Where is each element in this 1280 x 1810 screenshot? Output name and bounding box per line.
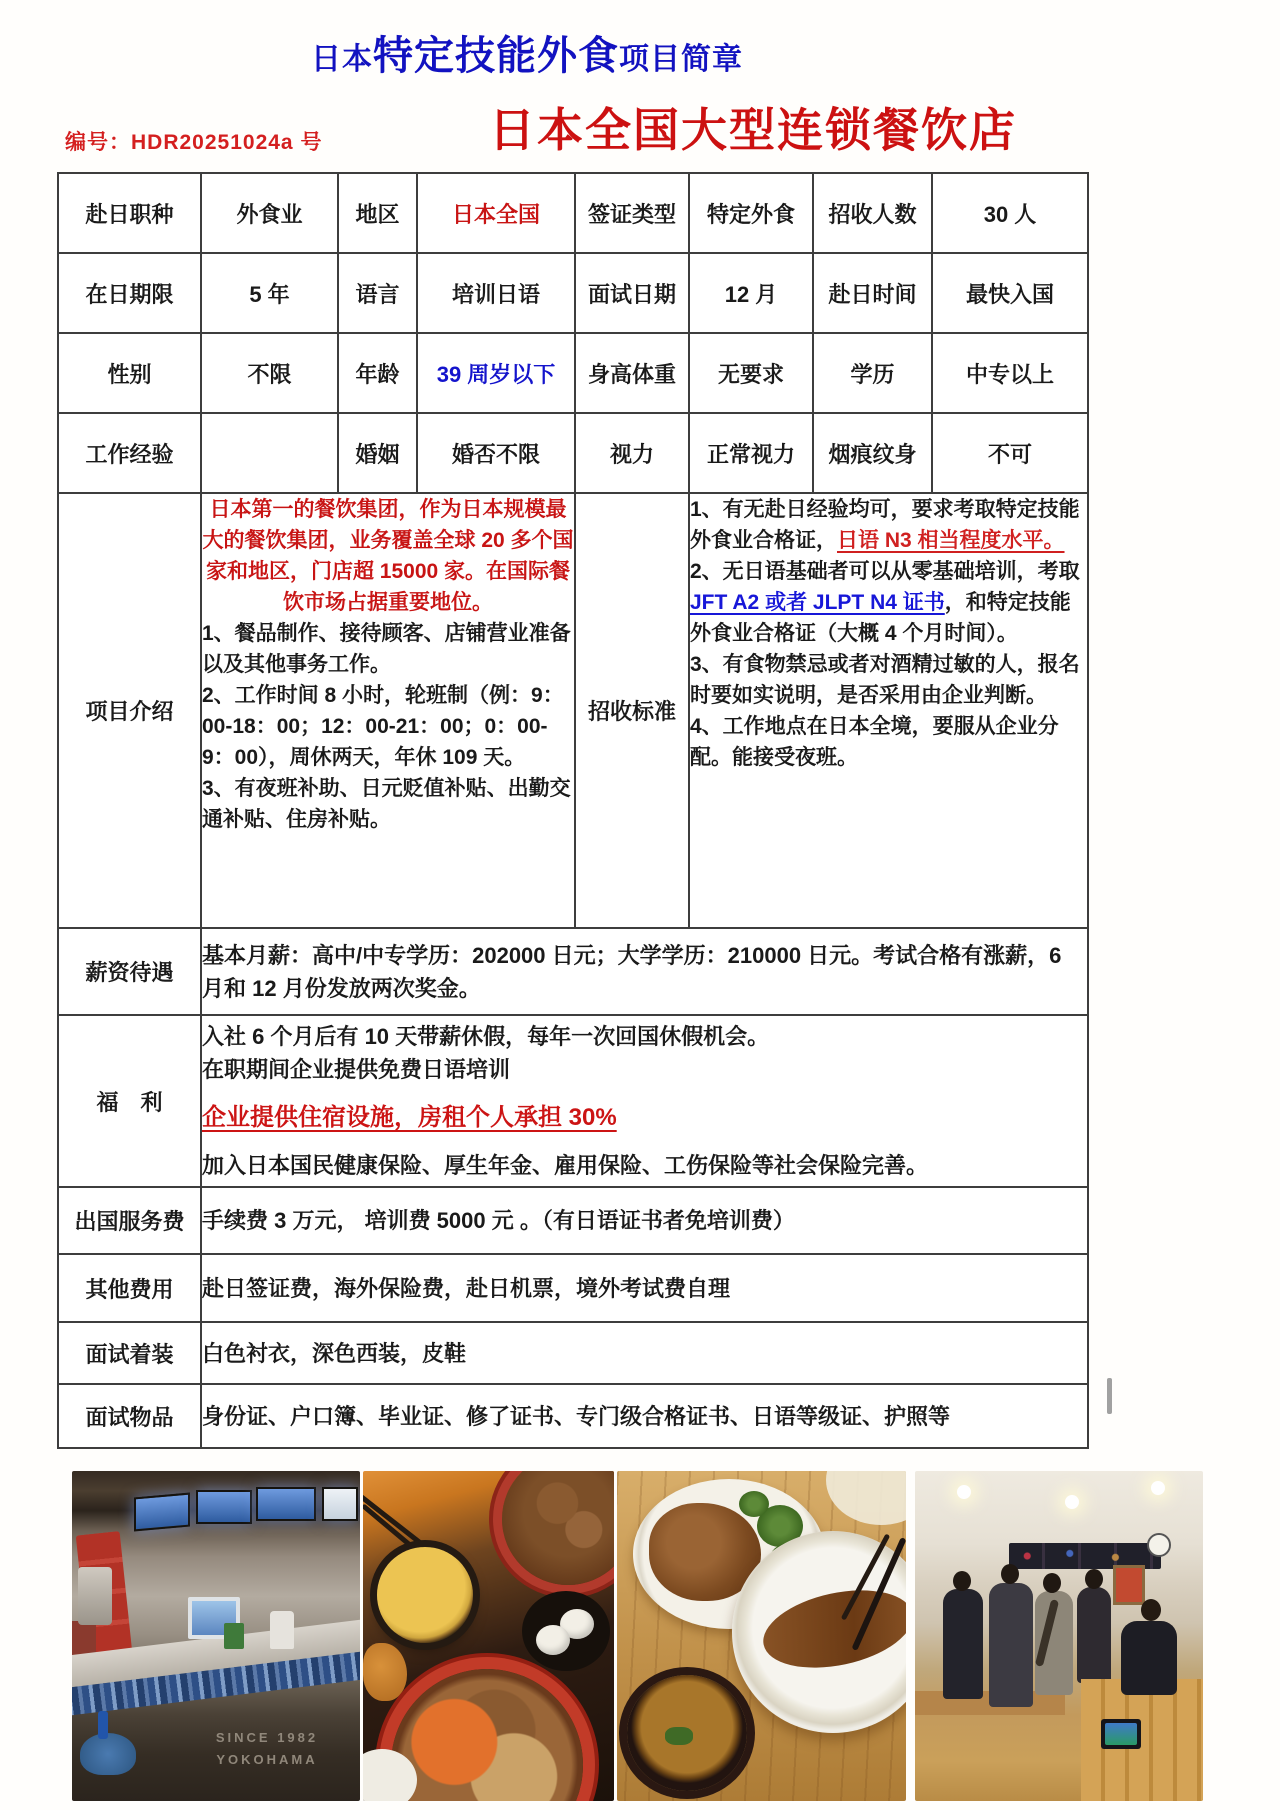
cell-label-gender: 性别 [58,333,201,413]
intro-red-paragraph: 日本第一的餐饮集团，作为日本规模最大的餐饮集团，业务覆盖全球 20 多个国家和地区，门店超 15000 家。在国际餐饮市场占据重要地位。 [202,498,574,614]
table-row-dress-code [58,1322,1088,1384]
cell-value-age: 39 周岁以下 [417,333,575,413]
standards-item-2 [690,556,1087,649]
standards-item-4: 4、工作地点在日本全境，要服从企业分配。能接受夜班。 [690,715,1059,769]
table-row-1 [58,173,1088,253]
standards-item-3: 3、有食物禁忌或者对酒精过敏的人，报名时要如实说明，是否采用由企业判断。 [690,653,1080,707]
ceiling-light-shape [957,1485,971,1499]
cell-value-work-experience [201,413,338,493]
cell-label-education: 学历 [813,333,932,413]
welfare-housing-highlight: 企业提供住宿设施，房租个人承担 30% [202,1104,617,1131]
cell-label-tattoo: 烟痕纹身 [813,413,932,493]
standards-item-1-text: 1、有无赴日经验均可，要求考取特定技能外食业合格证， [690,498,1080,552]
cell-label-headcount: 招收人数 [813,173,932,253]
cell-dress-code-content: 白色衬衣，深色西装，皮鞋 [201,1322,1088,1384]
cell-label-project-intro: 项目介绍 [58,493,201,928]
cell-value-marriage: 婚否不限 [417,413,575,493]
ceiling-light-shape [1151,1481,1165,1495]
cell-value-height-weight: 无要求 [689,333,813,413]
cell-value-departure-time: 最快入国 [932,253,1088,333]
table-row-3 [58,333,1088,413]
customer-head-shape [1001,1564,1019,1584]
table-row-intro-standards [58,493,1088,928]
cell-interview-items-content: 身份证、户口簿、毕业证、修了证书、专门级合格证书、日语等级证、护照等 [201,1384,1088,1448]
intro-item-2: 2、工作时间 8 小时，轮班制（例：9：00-18：00；12：00-21：00；0：00-9：00），周休两天，年休 109 天。 [202,684,564,769]
page-title [57,30,997,86]
menu-screen-shape [322,1487,358,1521]
cell-label-visa-type: 签证类型 [575,173,689,253]
customer-head-shape [1085,1569,1103,1589]
cell-label-dress-code: 面试着装 [58,1322,201,1384]
table-row-salary [58,928,1088,1015]
green-box-shape [224,1623,244,1649]
photo-strip [72,1471,1280,1801]
welfare-line-1: 入社 6 个月后有 10 天带薪休假，每年一次回国休假机会。 [202,1024,770,1049]
cell-label-departure-time: 赴日时间 [813,253,932,333]
standards-item-2-text: 2、无日语基础者可以从零基础培训，考取 [690,560,1080,583]
customer-silhouette [989,1583,1033,1707]
photo-restaurant-counter [72,1471,360,1801]
customer-head-shape [1141,1599,1161,1621]
cell-other-fee-content: 赴日签证费，海外保险费，赴日机票，境外考试费自理 [201,1254,1088,1322]
company-headline: 日本全国大型连锁餐饮店 [489,104,1017,156]
cell-label-region: 地区 [338,173,417,253]
standards-item-1-highlight: 日语 N3 相当程度水平。 [837,529,1065,552]
welfare-line-3: 加入日本国民健康保险、厚生年金、雇用保险、工伤保险等社会保险完善。 [202,1153,929,1178]
cell-salary-content: 基本月薪：高中/中专学历：202000 日元；大学学历：210000 日元。考试合格有涨薪，6 月和 12 月份发放两次奖金。 [201,928,1088,1015]
cell-label-vision: 视力 [575,413,689,493]
cell-label-job-type: 赴日职种 [58,173,201,253]
beef-bowl-shape [502,1471,614,1585]
subheader-row [57,102,1087,160]
cell-value-gender: 不限 [201,333,338,413]
cell-label-salary: 薪资待遇 [58,928,201,1015]
cell-value-tattoo: 不可 [932,413,1088,493]
table-row-4 [58,413,1088,493]
cell-label-work-experience: 工作经验 [58,413,201,493]
wood-partition-shape [1081,1679,1203,1801]
customer-silhouette [943,1589,983,1699]
miso-soup-bowl-shape [377,1547,473,1643]
page-title-emphasis: 特定技能外食 [373,34,619,78]
cell-label-height-weight: 身高体重 [575,333,689,413]
intro-item-1: 1、餐品制作、接待顾客、店铺营业准备以及其他事务工作。 [202,622,571,676]
cell-label-service-fee: 出国服务费 [58,1187,201,1254]
customer-silhouette [1077,1587,1111,1683]
photo-restaurant-interior [915,1471,1203,1801]
menu-screen-shape [256,1487,316,1521]
cell-recruit-standards-content [689,493,1088,928]
menu-screen-shape [134,1493,190,1532]
watermark-line-2: YOKOHAMA [216,1751,318,1767]
watermark-line-1: SINCE 1982 [215,1729,319,1745]
customer-head-shape [1043,1573,1061,1593]
water-jug-shape [270,1611,294,1649]
soup-greens-shape [665,1727,693,1745]
table-row-other-fee [58,1254,1088,1322]
cell-value-headcount: 30 人 [932,173,1088,253]
cell-value-education: 中专以上 [932,333,1088,413]
cell-value-job-type: 外食业 [201,173,338,253]
cell-value-duration: 5 年 [201,253,338,333]
page-edge-artifact [1107,1378,1112,1414]
fried-food-shape [363,1643,407,1701]
cell-value-interview-date: 12 月 [689,253,813,333]
intro-item-3: 3、有夜班补助、日元贬值补贴、出勤交通补贴、住房补贴。 [202,777,571,831]
standards-item-2-cont: ，和特定技能外食业合格证（大概 4 个月时间）。 [690,591,1071,645]
cell-label-age: 年龄 [338,333,417,413]
cell-label-language: 语言 [338,253,417,333]
menu-screen-shape [196,1490,252,1524]
broccoli-shape [739,1491,769,1517]
doc-number: 编号：HDR20251024a 号 [65,131,323,154]
tablet-screen-shape [1105,1723,1137,1745]
cell-value-visa-type: 特定外食 [689,173,813,253]
cell-label-marriage: 婚姻 [338,413,417,493]
table-row-2 [58,253,1088,333]
page-title-suffix: 项目简章 [619,43,743,76]
welfare-line-2: 在职期间企业提供免费日语培训 [202,1057,511,1082]
table-row-service-fee [58,1187,1088,1254]
cell-value-vision: 正常视力 [689,413,813,493]
customer-head-shape [953,1571,971,1591]
egg-shape [536,1625,570,1655]
wall-frame-shape [1113,1565,1145,1605]
page-title-prefix: 日本 [311,43,373,76]
cell-service-fee-content: 手续费 3 万元， 培训费 5000 元 。（有日语证书者免培训费） [201,1187,1088,1254]
standards-item-1 [690,494,1087,556]
seated-customer-silhouette [1121,1621,1177,1695]
cell-label-interview-date: 面试日期 [575,253,689,333]
bottle-shape [98,1711,108,1739]
table-row-interview-items [58,1384,1088,1448]
cell-label-duration: 在日期限 [58,253,201,333]
cell-value-region: 日本全国 [417,173,575,253]
photo-beef-rice-bowl-set [617,1471,906,1801]
ceiling-light-shape [1065,1495,1079,1509]
standards-cert-link: JFT A2 或者 JLPT N4 证书 [690,591,945,614]
cell-label-recruit-standards: 招收标准 [575,493,689,928]
cell-label-interview-items: 面试物品 [58,1384,201,1448]
cell-project-intro-content [201,493,575,928]
wall-clock-shape [1147,1533,1171,1557]
cell-welfare-content [201,1015,1088,1187]
photo-meal-tray [363,1471,614,1801]
blue-stool-shape [80,1733,136,1775]
photo-watermark [192,1727,342,1771]
info-table [57,172,1089,1449]
cell-label-other-fee: 其他费用 [58,1254,201,1322]
drink-machine-shape [78,1567,112,1625]
table-row-welfare [58,1015,1088,1187]
large-rice-bowl-shape [391,1669,583,1801]
cell-label-welfare: 福 利 [58,1015,201,1187]
cell-value-language: 培训日语 [417,253,575,333]
